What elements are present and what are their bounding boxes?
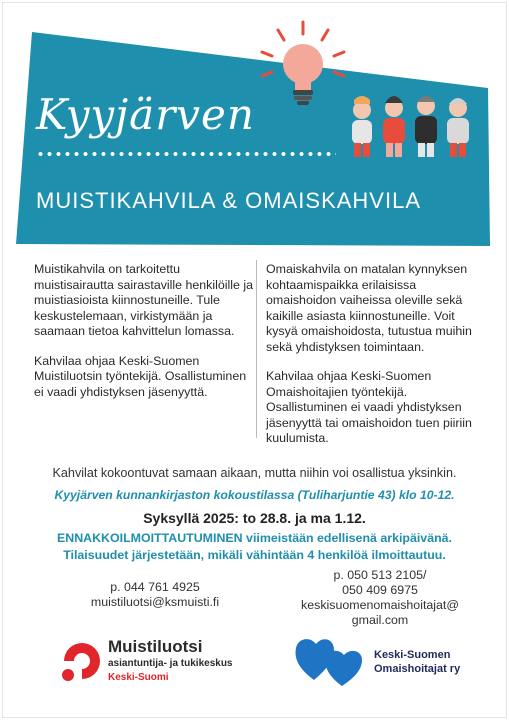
caregiver-cafe-host: Kahvilaa ohjaa Keski-Suomen Omaishoitajien työntekijä. Osallistuminen ei vaadi yhdistyksen jäsenyyttä tai omaishoidon tuen piiriin kuulumista. [266, 369, 472, 445]
muistiluotsi-subtitle: asiantuntija- ja tukikeskus [108, 658, 233, 669]
omaishoitajat-logo [292, 628, 482, 690]
caregiver-cafe-phone-1: p. 050 513 2105/ [333, 568, 427, 582]
column-divider [256, 260, 257, 438]
caregiver-cafe-email-2[interactable]: gmail.com [351, 613, 409, 627]
muistiluotsi-logo [58, 633, 258, 693]
meeting-note: Kahvilat kokoontuvat samaan aikaan, mutta niihin voi osallistua yksinkin. [52, 466, 457, 480]
omaishoitajat-name-line-2: Omaishoitajat ry [374, 663, 461, 675]
location-title: Kyyjärven [36, 90, 255, 139]
hearts-icon [292, 628, 372, 690]
memory-cafe-phone: p. 044 761 4925 [110, 580, 200, 594]
minimum-participants: Tilaisuudet järjestetään, mikäli vähintään 4 henkilöä ilmoittautuu. [63, 548, 446, 562]
memory-cafe-email[interactable]: muistiluotsi@ksmuisti.fi [90, 595, 220, 609]
meeting-location: Kyyjärven kunnankirjaston kokoustilassa (Tuliharjuntie 43) klo 10-12. [54, 488, 455, 502]
caregiver-cafe-phone-2: 050 409 6975 [342, 583, 418, 597]
meeting-dates: Syksyllä 2025: to 28.8. ja ma 1.12. [143, 510, 366, 526]
muistiluotsi-mark-icon [58, 637, 104, 687]
caregiver-cafe-email-1[interactable]: keskisuomenomaishoitajat@ [301, 598, 459, 612]
omaishoitajat-name-line-1: Keski-Suomen [374, 649, 451, 661]
caregiver-cafe-contact [280, 568, 480, 628]
registration-deadline: ENNAKKOILMOITTAUTUMINEN viimeistään edellisenä arkipäivänä. [57, 531, 452, 545]
memory-cafe-contact [60, 580, 250, 610]
omaishoitajat-name [374, 648, 460, 676]
dotted-divider [36, 150, 336, 158]
memory-cafe-host: Kahvilaa ohjaa Keski-Suomen Muistiluotsin työntekijä. Osallistuminen ei vaadi yhdistyksen jäsenyyttä. [34, 353, 247, 399]
muistiluotsi-name: Muistiluotsi [108, 637, 203, 656]
caregiver-cafe-intro: Omaiskahvila on matalan kynnyksen kohtaamispaikka erilaisissa omaishoidon vaiheissa oleville sekä kaikille asiasta kiinnostuneille. Voit kysyä omaishoidosta, tutustua muihin sekä yhdistyksen toimintaan. [266, 262, 472, 354]
memory-cafe-intro: Muistikahvila on tarkoitettu muistisairautta sairastaville henkilöille ja muistiasioista kiinnostuneille. Tule keskustelemaan, virkistymään ja saamaan tietoa kahvittelun lomassa. [34, 262, 253, 338]
memory-cafe-description [34, 262, 256, 414]
muistiluotsi-region: Keski-Suomi [108, 672, 169, 683]
caregiver-cafe-description [266, 262, 476, 461]
main-title: MUISTIKAHVILA & OMAISKAHVILA [36, 188, 421, 213]
header-banner [0, 0, 509, 250]
